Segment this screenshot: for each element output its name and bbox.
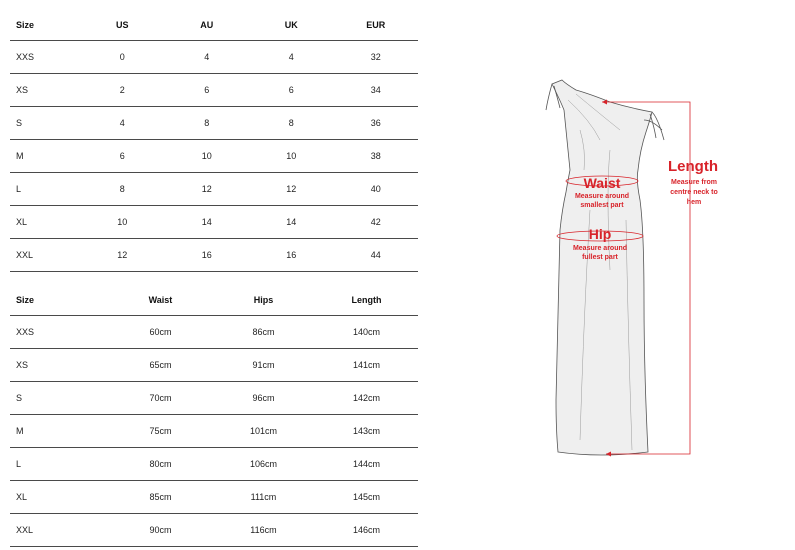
value-cell: 36: [334, 107, 419, 140]
value-cell: 116cm: [212, 514, 315, 547]
table-row: [10, 448, 418, 481]
value-cell: 86cm: [212, 316, 315, 349]
value-cell: 8: [80, 173, 164, 206]
value-cell: 10: [80, 206, 164, 239]
length-description: Measure from: [671, 179, 717, 186]
value-cell: 2: [80, 74, 164, 107]
column-header: US: [80, 9, 164, 41]
column-header: AU: [165, 9, 249, 41]
size-conversion-table: [10, 9, 418, 272]
hip-description: Measure around: [572, 245, 628, 252]
length-description: hem: [686, 199, 702, 206]
value-cell: 16: [249, 239, 333, 272]
value-cell: 12: [249, 173, 333, 206]
hip-description: fullest part: [582, 254, 618, 261]
dress-measurement-diagram: [540, 70, 780, 470]
value-cell: 111cm: [212, 481, 315, 514]
size-cell: L: [10, 173, 80, 206]
table-row: [10, 206, 418, 239]
column-header: EUR: [334, 9, 419, 41]
table-row: [10, 173, 418, 206]
dress-illustration: [552, 80, 652, 455]
value-cell: 8: [165, 107, 249, 140]
size-cell: XL: [10, 481, 109, 514]
column-header: Length: [315, 284, 418, 316]
value-cell: 143cm: [315, 415, 418, 448]
column-header: Hips: [212, 284, 315, 316]
value-cell: 6: [249, 74, 333, 107]
size-cell: XXS: [10, 41, 80, 74]
value-cell: 12: [165, 173, 249, 206]
size-cell: M: [10, 140, 80, 173]
table-row: [10, 316, 418, 349]
value-cell: 12: [80, 239, 164, 272]
value-cell: 4: [165, 41, 249, 74]
value-cell: 70cm: [109, 382, 212, 415]
value-cell: 85cm: [109, 481, 212, 514]
column-header: Size: [10, 284, 109, 316]
value-cell: 10: [249, 140, 333, 173]
value-cell: 140cm: [315, 316, 418, 349]
value-cell: 14: [249, 206, 333, 239]
value-cell: 4: [80, 107, 164, 140]
value-cell: 96cm: [212, 382, 315, 415]
table-row: [10, 514, 418, 547]
length-label: Length: [668, 158, 718, 175]
size-cell: L: [10, 448, 109, 481]
table-row: [10, 107, 418, 140]
table-row: [10, 140, 418, 173]
hip-label: Hip: [588, 226, 612, 242]
table-row: [10, 382, 418, 415]
value-cell: 75cm: [109, 415, 212, 448]
value-cell: 6: [165, 74, 249, 107]
value-cell: 0: [80, 41, 164, 74]
size-cell: XL: [10, 206, 80, 239]
table-row: [10, 239, 418, 272]
value-cell: 146cm: [315, 514, 418, 547]
value-cell: 32: [334, 41, 419, 74]
value-cell: 106cm: [212, 448, 315, 481]
column-header: Waist: [109, 284, 212, 316]
size-cell: XS: [10, 74, 80, 107]
value-cell: 80cm: [109, 448, 212, 481]
value-cell: 42: [334, 206, 419, 239]
size-cell: M: [10, 415, 109, 448]
waist-label: Waist: [583, 175, 621, 191]
table-header-row: [10, 9, 418, 41]
value-cell: 44: [334, 239, 419, 272]
size-cell: S: [10, 107, 80, 140]
size-cell: XXL: [10, 514, 109, 547]
value-cell: 34: [334, 74, 419, 107]
value-cell: 4: [249, 41, 333, 74]
column-header: UK: [249, 9, 333, 41]
table-row: [10, 481, 418, 514]
value-cell: 10: [165, 140, 249, 173]
value-cell: 91cm: [212, 349, 315, 382]
body-measurements-table: [10, 284, 418, 547]
value-cell: 16: [165, 239, 249, 272]
waist-description: Measure around: [574, 193, 630, 200]
value-cell: 60cm: [109, 316, 212, 349]
value-cell: 141cm: [315, 349, 418, 382]
value-cell: 65cm: [109, 349, 212, 382]
value-cell: 145cm: [315, 481, 418, 514]
value-cell: 101cm: [212, 415, 315, 448]
table-header-row: [10, 284, 418, 316]
table-row: [10, 74, 418, 107]
size-cell: XXL: [10, 239, 80, 272]
value-cell: 6: [80, 140, 164, 173]
column-header: Size: [10, 9, 80, 41]
waist-description: smallest part: [580, 202, 624, 209]
length-description: centre neck to: [670, 189, 718, 196]
size-cell: XXS: [10, 316, 109, 349]
value-cell: 38: [334, 140, 419, 173]
value-cell: 40: [334, 173, 419, 206]
value-cell: 14: [165, 206, 249, 239]
value-cell: 144cm: [315, 448, 418, 481]
value-cell: 8: [249, 107, 333, 140]
table-row: [10, 415, 418, 448]
table-row: [10, 41, 418, 74]
table-row: [10, 349, 418, 382]
value-cell: 90cm: [109, 514, 212, 547]
size-cell: S: [10, 382, 109, 415]
value-cell: 142cm: [315, 382, 418, 415]
size-cell: XS: [10, 349, 109, 382]
